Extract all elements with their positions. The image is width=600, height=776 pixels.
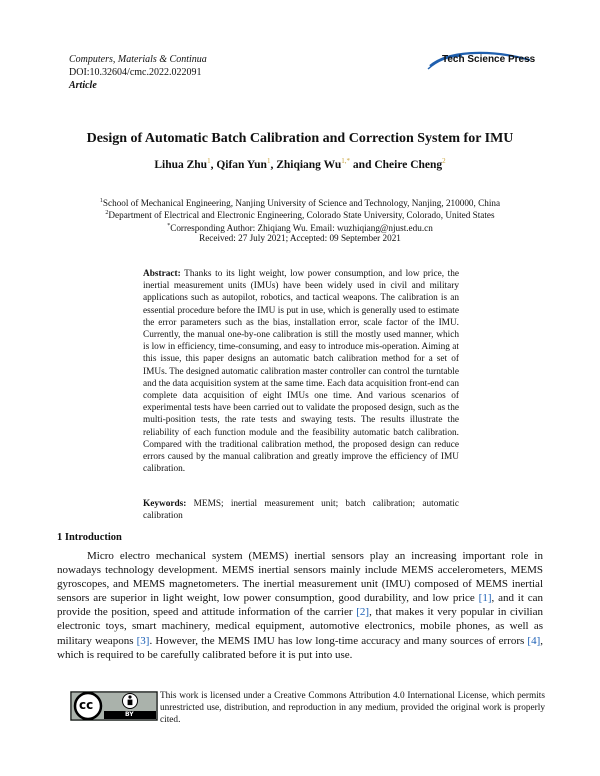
abstract-label: Abstract: bbox=[143, 269, 181, 279]
author-name: Qifan Yun bbox=[216, 158, 267, 171]
citation-link[interactable]: [4] bbox=[527, 634, 541, 647]
article-type: Article bbox=[69, 80, 97, 91]
publisher-name: Tech Science Press bbox=[442, 54, 536, 65]
abstract-text: Thanks to its light weight, low power consumption, and low price, the inertial measurement units (IMUs) have been widely used in civil and military applications such as autopilot, robotics, and tactical weapons. The calibration is an essential procedure before the IMU is put in use, which is generally used to estimate the error parameters such as the bias, installation error, scale factor of the IMU. Currently, the manual one-by-one calibration is still the mostly used manner, which is low in efficiency, time-consuming, and easy to introduce mis-operation. Aiming at this issue, this paper designs an automatic batch calibration method for a set of IMUs. The designed automatic calibration master controller can control the turntable and the data acquisition system at the same time. Each data acquisition front-end can complete data acquisition of eight IMUs one time. And various scenarios of experimental tests have been carried out to validate the proposed design, such as the multi-position tests, the rate tests and swaying tests. The results illustrate the reliability of each function module and the feasibility automatic batch calibration. Compared with the traditional calibration method, the proposed design can reduce errors caused by the manual calibration and greatly improve the efficiency of IMU calibration. bbox=[143, 269, 459, 475]
cc-badge-text: cc bbox=[79, 698, 94, 712]
author-affil-mark: 1 bbox=[266, 157, 271, 165]
by-badge-text: BY bbox=[125, 711, 134, 718]
affiliation-mark: 2 bbox=[105, 210, 109, 216]
keywords-label: Keywords: bbox=[143, 499, 187, 509]
cc-by-license-badge[interactable] bbox=[70, 691, 158, 721]
author-list bbox=[0, 157, 600, 171]
paragraph-text: , that makes it very popular in civilian electronic toys, smart machinery, medical equipment, automotive electronics, mobile phones, as well as military weapons bbox=[57, 606, 544, 647]
citation-link[interactable]: [2] bbox=[356, 606, 370, 619]
keywords bbox=[143, 498, 459, 522]
author-affil-mark: 2 bbox=[442, 157, 446, 165]
journal-name: Computers, Materials & Continua bbox=[69, 54, 207, 65]
abstract bbox=[143, 268, 459, 475]
author-name: Lihua Zhu bbox=[154, 158, 208, 171]
corresponding-mark: * bbox=[167, 223, 171, 229]
author-separator: and bbox=[350, 158, 375, 171]
author-affil-mark: 1 bbox=[207, 157, 211, 165]
affiliation-2 bbox=[40, 207, 560, 221]
license-text: This work is licensed under a Creative Commons Attribution 4.0 International License, which permits unrestricted use, distribution, and reproduction in any medium, provided the original work is properly cited. bbox=[160, 691, 545, 725]
received-accepted-dates: Received: 27 July 2021; Accepted: 09 September 2021 bbox=[199, 233, 401, 243]
paragraph-text: , which is required to be carefully calibrated before it is put into use. bbox=[57, 634, 543, 661]
paragraph-text: Micro electro mechanical system (MEMS) inertial sensors play an increasing important role in nowadays technology development. MEMS inertial sensors mainly include MEMS accelerometers, MEMS gyroscopes, and MEMS magnetometers. The inertial measurement unit (IMU) composed of MEMS inertial sensors are superior in light weight, low power consumption, good durability, and low price bbox=[57, 550, 543, 605]
citation-link[interactable]: [3] bbox=[136, 634, 150, 647]
affiliation-text: Department of Electrical and Electronic Engineering, Colorado State University, Colorado, United States bbox=[108, 210, 495, 221]
paragraph-text: . However, the MEMS IMU has low long-time accuracy and many sources of errors bbox=[149, 634, 528, 647]
section-heading: 1 Introduction bbox=[57, 532, 122, 543]
intro-paragraph bbox=[57, 549, 543, 662]
doi: DOI:10.32604/cmc.2022.022091 bbox=[69, 67, 202, 78]
author-name: Cheire Cheng bbox=[374, 158, 443, 171]
paper-title: Design of Automatic Batch Calibration and Correction System for IMU bbox=[86, 131, 514, 146]
keywords-text: MEMS; inertial measurement unit; batch calibration; automatic calibration bbox=[143, 499, 459, 522]
publisher-logo bbox=[426, 50, 536, 72]
author-separator: , bbox=[210, 158, 217, 171]
author-separator: , bbox=[270, 158, 277, 171]
author-affil-mark: 1,* bbox=[341, 157, 351, 165]
affiliation-mark: 1 bbox=[99, 198, 103, 204]
corresponding-text: Corresponding Author: Zhiqiang Wu. Email: wuzhiqiang@njust.edu.cn bbox=[170, 223, 433, 234]
author-name: Zhiqiang Wu bbox=[276, 158, 342, 171]
citation-link[interactable]: [1] bbox=[478, 592, 492, 605]
affiliation-text: School of Mechanical Engineering, Nanjing University of Science and Technology, Nanjing, 210000, China bbox=[102, 198, 501, 209]
paragraph-text: , and it can provide the position, speed and attitude information of the carrier bbox=[57, 592, 543, 619]
